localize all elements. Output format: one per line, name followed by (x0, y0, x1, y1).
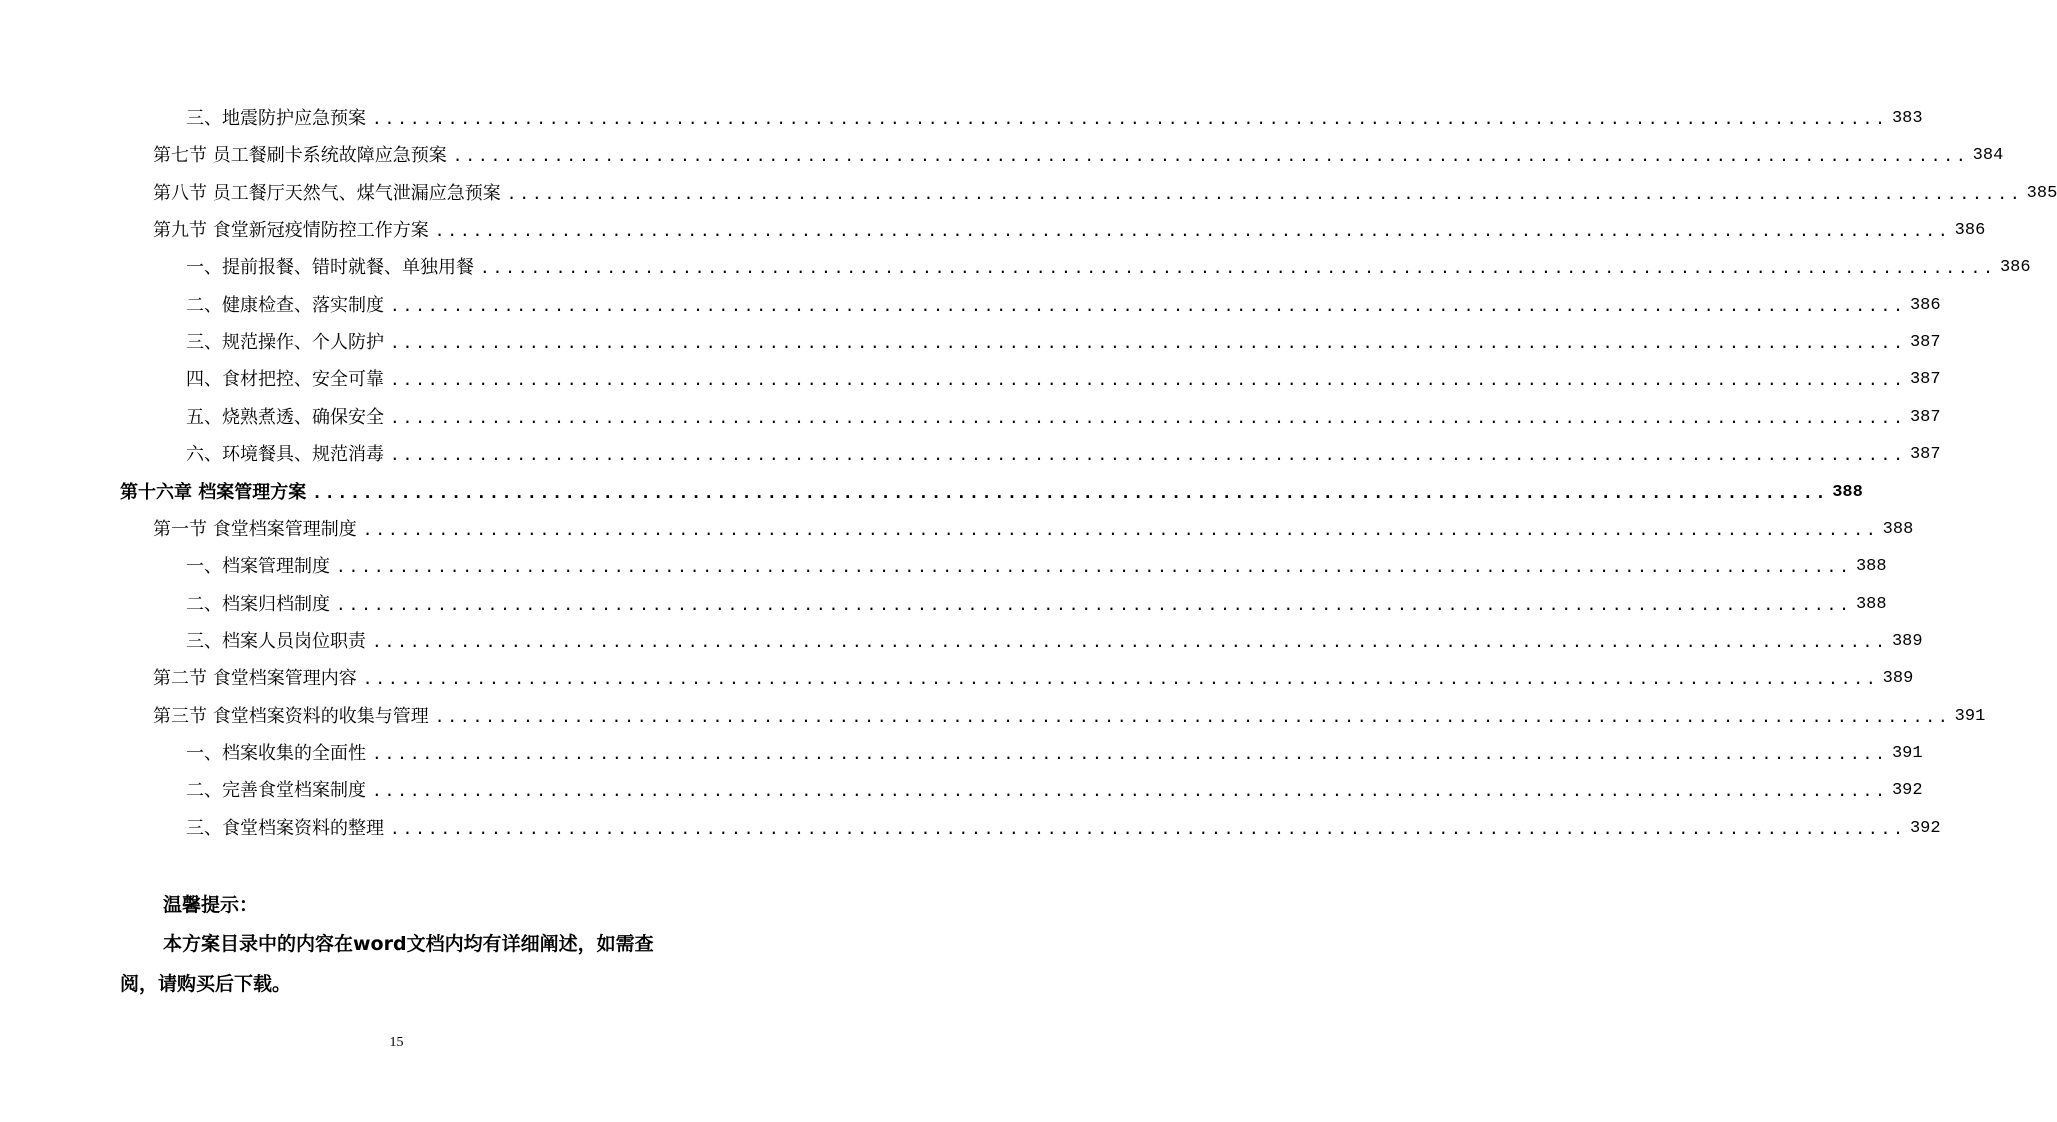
toc-entry-label: 一、档案管理制度 (186, 556, 330, 578)
toc-entry[interactable] (0, 814, 1941, 844)
toc-entry[interactable] (0, 552, 1887, 582)
toc-entry-label: 第七节 员工餐刷卡系统故障应急预案 (153, 145, 447, 167)
toc-entry-label: 一、提前报餐、错时就餐、单独用餐 (186, 257, 474, 279)
toc-entry-page: 388 (1855, 594, 1887, 614)
toc-entry-page: 389 (1882, 669, 1914, 689)
toc-entry-page: 388 (1832, 482, 1863, 502)
toc-dot-leader: ........................................................................................................................ (372, 743, 1888, 763)
toc-entry-label: 三、规范操作、个人防护 (186, 332, 384, 354)
toc-entry-page: 384 (1972, 146, 2004, 166)
page-number: 15 (389, 1035, 404, 1050)
toc-dot-leader: ........................................................................................................................ (312, 482, 1829, 502)
toc-entry[interactable] (0, 515, 1914, 545)
toc-entry-page: 387 (1909, 370, 1941, 390)
toc-entry[interactable] (0, 141, 2004, 171)
toc-entry-page: 386 (1999, 258, 2031, 278)
toc-entry[interactable] (0, 179, 2057, 209)
toc-entry-label: 第三节 食堂档案资料的收集与管理 (153, 705, 429, 727)
toc-dot-leader: ........................................................................................................................ (372, 109, 1888, 128)
toc-entry-page: 388 (1882, 519, 1914, 539)
toc-entry-page: 391 (1891, 743, 1923, 763)
toc-entry-label: 三、食堂档案资料的整理 (186, 817, 384, 839)
toc-entry-label: 三、档案人员岗位职责 (186, 630, 366, 652)
toc-dot-leader: ........................................................................................................................ (372, 781, 1888, 801)
toc-entry[interactable] (0, 664, 1914, 694)
toc-entry-label: 五、烧熟煮透、确保安全 (186, 406, 384, 428)
toc-dot-leader: ........................................................................................................................ (390, 445, 1906, 465)
toc-entry-page: 391 (1954, 706, 1986, 726)
toc-dot-leader: ........................................................................................................................ (434, 706, 1951, 726)
toc-entry-page: 388 (1855, 557, 1887, 577)
toc-dot-leader: ........................................................................................................................ (336, 594, 1852, 614)
toc-entry-label: 第十六章 档案管理方案 (120, 481, 307, 503)
toc-entry-page: 385 (2026, 183, 2057, 203)
toc-dot-leader: ........................................................................................................................ (452, 146, 1969, 166)
toc-entry-page: 387 (1909, 445, 1941, 465)
toc-entry-label: 四、食材把控、安全可靠 (186, 369, 384, 391)
toc-entry-page: 389 (1891, 631, 1923, 651)
toc-dot-leader: ........................................................................................................................ (506, 183, 2023, 203)
toc-entry[interactable] (0, 104, 1923, 134)
toc-dot-leader: ........................................................................................................................ (336, 557, 1852, 577)
toc-entry-label: 三、地震防护应急预案 (186, 108, 366, 129)
toc-dot-leader: ........................................................................................................................ (390, 295, 1906, 315)
toc-entry[interactable] (0, 702, 1986, 732)
toc-dot-leader: ........................................................................................................................ (390, 370, 1906, 390)
toc-dot-leader: ........................................................................................................................ (362, 669, 1879, 689)
toc-entry-label: 二、档案归档制度 (186, 593, 330, 615)
toc-dot-leader: ........................................................................................................................ (362, 519, 1879, 539)
toc-entry-label: 二、完善食堂档案制度 (186, 780, 366, 802)
toc-dot-leader: ........................................................................................................................ (390, 333, 1906, 353)
toc-entry-label: 二、健康检查、落实制度 (186, 294, 384, 316)
toc-entry-page: 386 (1909, 295, 1941, 315)
toc-entry-page: 387 (1909, 333, 1941, 353)
toc-entry[interactable] (0, 291, 1941, 321)
toc-entry[interactable] (0, 440, 1941, 470)
tip-title: 温馨提示： (163, 894, 259, 916)
toc-entry[interactable] (0, 478, 1863, 508)
toc-entry-page: 383 (1891, 109, 1923, 128)
toc-entry-label: 第九节 食堂新冠疫情防控工作方案 (153, 220, 429, 242)
toc-entry[interactable] (0, 403, 1941, 433)
toc-entry[interactable] (0, 590, 1887, 620)
toc-entry[interactable] (0, 627, 1923, 657)
toc-entry-label: 六、环境餐具、规范消毒 (186, 444, 384, 466)
toc-dot-leader: ........................................................................................................................ (434, 221, 1951, 241)
toc-entry[interactable] (0, 776, 1923, 806)
toc-entry[interactable] (0, 328, 1941, 358)
toc-entry-page: 386 (1954, 221, 1986, 241)
toc-dot-leader: ........................................................................................................................ (390, 407, 1906, 427)
toc-entry[interactable] (0, 739, 1923, 769)
toc-entry-page: 392 (1909, 818, 1941, 838)
toc-entry-label: 一、档案收集的全面性 (186, 742, 366, 764)
toc-entry-page: 392 (1891, 781, 1923, 801)
toc-entry-page: 387 (1909, 407, 1941, 427)
toc-dot-leader: ........................................................................................................................ (480, 258, 1996, 278)
toc-entry-label: 第二节 食堂档案管理内容 (153, 668, 357, 690)
toc-entry-label: 第八节 员工餐厅天然气、煤气泄漏应急预案 (153, 182, 501, 204)
tip-body: 本方案目录中的内容在word文档内均有详细阐述，如需查阅，请购买后下载。 (120, 933, 654, 995)
toc-dot-leader: ........................................................................................................................ (390, 818, 1906, 838)
toc-entry[interactable] (0, 365, 1941, 395)
toc-entry-label: 第一节 食堂档案管理制度 (153, 518, 357, 540)
toc-dot-leader: ........................................................................................................................ (372, 631, 1888, 651)
toc-entry[interactable] (0, 253, 2031, 283)
toc-entry[interactable] (0, 216, 1986, 246)
